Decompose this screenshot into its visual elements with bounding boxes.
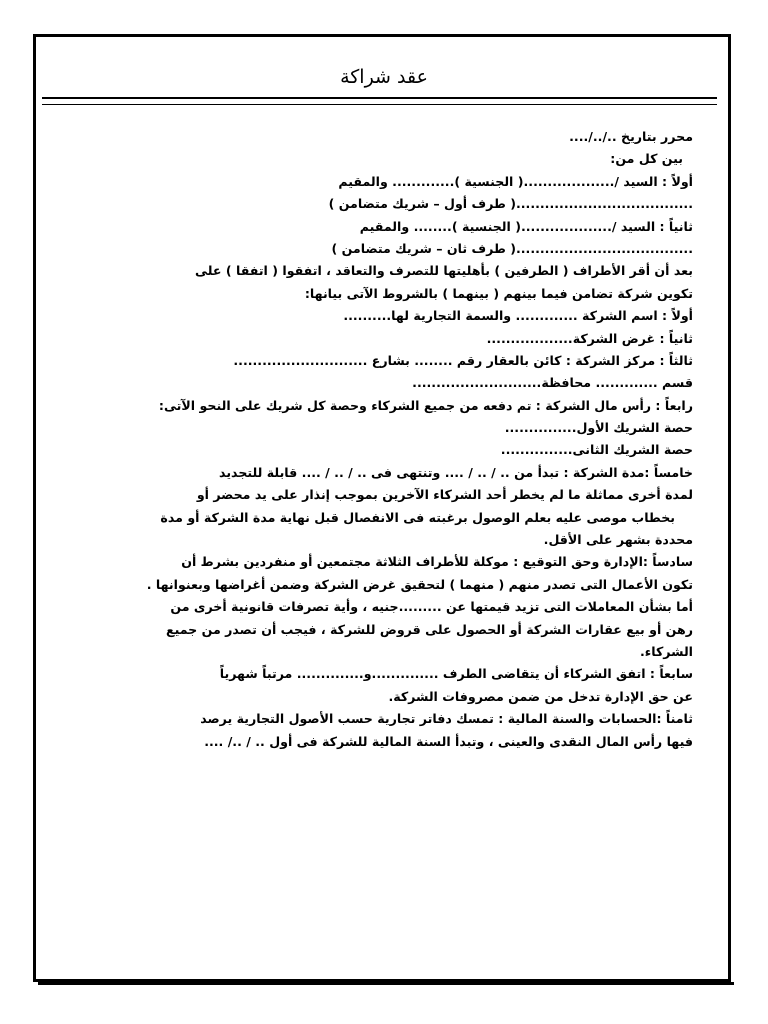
contract-line: .....................................( طرف ثان – شريك متضامن ) <box>331 240 693 256</box>
contract-line: فيها رأس المال النقدى والعينى ، وتبدأ السنة المالية للشركة فى أول .. / ../ .... <box>204 733 693 749</box>
contract-line: لمدة أخرى مماثلة ما لم يخطر أحد الشركاء الآخرين بموجب إنذار على يد محضر أو <box>196 487 693 503</box>
contract-line: ثانياً : السيد /...................( الجنسية )........ والمقيم <box>359 218 693 234</box>
contract-line: أولاً : اسم الشركة ............. والسمة التجارية لها.......... <box>343 308 693 324</box>
contract-body <box>83 126 693 753</box>
contract-line: أولاً : السيد /...................( الجنسية )............. والمقيم <box>338 173 693 189</box>
contract-line: ثالثاً : مركز الشركة : كائن بالعقار رقم ........ بشارع ............................ <box>233 352 693 368</box>
contract-line: رابعاً : رأس مال الشركة : تم دفعه من جميع الشركاء وحصة كل شريك على النحو الآتى: <box>158 397 693 413</box>
contract-line: بين كل من: <box>610 151 683 167</box>
contract-line: ثامناً :الحسابات والسنة المالية : تمسك دفاتر تجارية حسب الأصول التجارية يرصد <box>200 711 693 727</box>
contract-line: حصة الشريك الأول............... <box>504 420 693 436</box>
contract-line: أما بشأن المعاملات التى تزيد قيمتها عن .........جنيه ، وأية تصرفات قانونية أخرى من <box>170 599 693 615</box>
contract-line: بعد أن أقر الأطراف ( الطرفين ) بأهليتها للتصرف والتعاقد ، اتفقوا ( اتفقا ) على <box>194 263 693 279</box>
title-divider-thick <box>42 97 717 99</box>
contract-line: سابعاً : اتفق الشركاء أن يتقاضى الطرف ..............و.............. مرتباً شهرياً <box>219 666 693 682</box>
contract-line: قسم ............. محافظة........................... <box>412 375 693 391</box>
contract-line: محددة بشهر على الأقل. <box>543 532 693 548</box>
contract-line: بخطاب موصى عليه بعلم الوصول برغبته فى الانفصال قبل نهاية مدة الشركة أو مدة <box>160 509 675 525</box>
contract-line: ثانياً : غرض الشركة.................. <box>486 330 693 346</box>
contract-line: حصة الشريك الثانى............... <box>500 442 693 458</box>
contract-line: تكون الأعمال التى تصدر منهم ( منهما ) لتحقيق غرض الشركة وضمن أغراضها وبعنوانها . <box>146 576 693 592</box>
title-divider-thin <box>42 104 717 105</box>
contract-line: عن حق الإدارة تدخل من ضمن مصروفات الشركة. <box>388 688 693 704</box>
contract-line: رهن أو بيع عقارات الشركة أو الحصول على قروض للشركة ، فيجب أن تصدر من جميع <box>166 621 693 637</box>
contract-line: .....................................( طرف أول – شريك متضامن ) <box>328 196 693 212</box>
contract-line: خامساً :مدة الشركة : تبدأ من .. / .. / .... وتنتهى فى .. / .. / .... قابلة للتجديد <box>219 464 693 480</box>
contract-line: تكوين شركة تضامن فيما بينهم ( بينهما ) بالشروط الآتى بيانها: <box>304 285 693 301</box>
page-title: عقد شراكة <box>340 65 428 88</box>
contract-line: الشركاء. <box>640 643 693 659</box>
contract-line: محرر بتاريخ ../../.... <box>569 129 693 144</box>
contract-line: سادساً :الإدارة وحق التوقيع : موكلة للأطراف الثلاثة مجتمعين أو منفردين بشرط أن <box>181 554 693 570</box>
